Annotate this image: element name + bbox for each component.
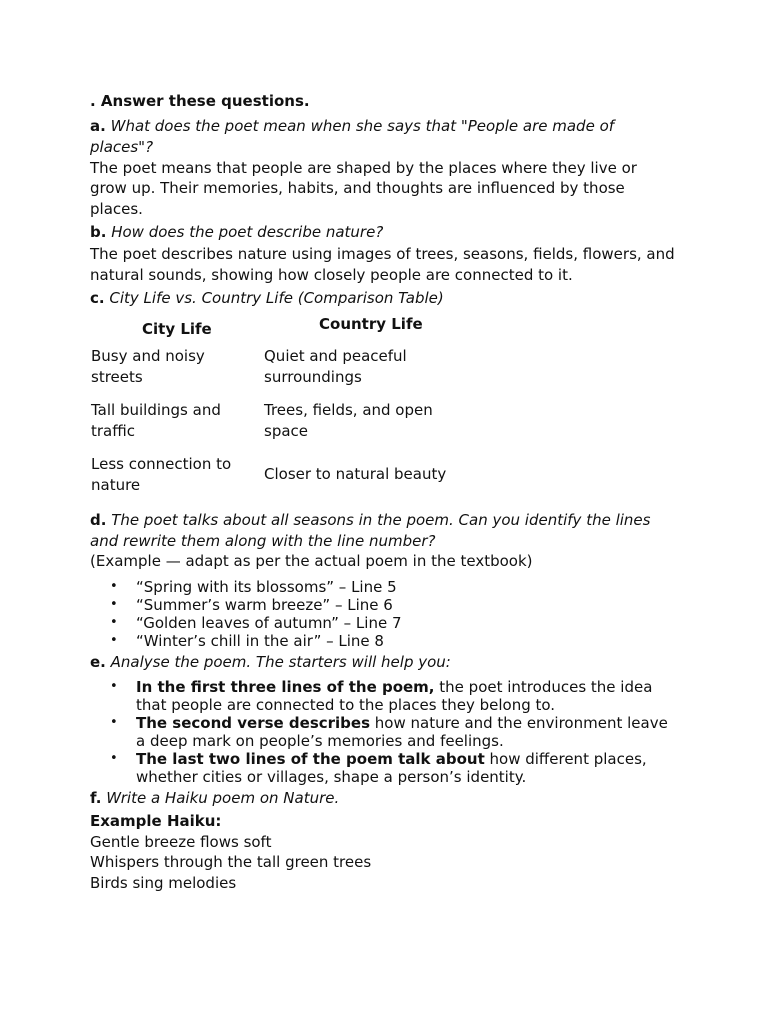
table-cell-city: traffic <box>91 422 135 440</box>
answer-b-line: natural sounds, showing how closely people are connected to it. <box>90 266 573 284</box>
answer-a-line: places. <box>90 200 143 218</box>
starter-continuation: how nature and the environment leave <box>370 714 668 732</box>
question-a <box>90 116 614 137</box>
question-d <box>90 510 650 531</box>
answer-a-line: The poet means that people are shaped by the places where they live or <box>90 159 637 177</box>
table-cell-city: Tall buildings and <box>91 401 221 419</box>
list-item: • “Spring with its blossoms” – Line 5 <box>90 578 680 596</box>
table-cell-city: streets <box>91 368 143 386</box>
list-item <box>90 750 680 786</box>
seasons-list <box>90 578 680 650</box>
starter-continuation: a deep mark on people’s memories and feelings. <box>136 732 504 750</box>
question-f-label: f. <box>90 789 102 807</box>
table-cell-city: Busy and noisy <box>91 347 205 365</box>
haiku-line: Whispers through the tall green trees <box>90 853 372 871</box>
question-e-text: Analyse the poem. The starters will help you: <box>110 653 451 671</box>
list-item <box>90 678 680 714</box>
question-b-text: How does the poet describe nature? <box>111 223 384 241</box>
starter-continuation: whether cities or villages, shape a person’s identity. <box>136 768 527 786</box>
table-cell-city: nature <box>91 476 141 494</box>
question-f-text: Write a Haiku poem on Nature. <box>106 789 340 807</box>
table-cell-city: Less connection to <box>91 455 232 473</box>
question-e <box>90 652 451 673</box>
table-row <box>91 400 251 442</box>
haiku-line: Birds sing melodies <box>90 874 237 892</box>
starter-text: The second verse describes <box>136 714 371 732</box>
table-header-city: City Life <box>142 320 212 338</box>
question-c-label: c. <box>90 289 105 307</box>
list-item: • “Summer’s warm breeze” – Line 6 <box>90 596 680 614</box>
question-c-text: City Life vs. Country Life (Comparison Table) <box>109 289 444 307</box>
starter-continuation: the poet introduces the idea <box>434 678 653 696</box>
table-header-country: Country Life <box>319 315 423 333</box>
question-a-text: What does the poet mean when she says that "People are made of <box>110 117 615 135</box>
table-row <box>264 400 484 442</box>
starter-text: The last two lines of the poem talk about <box>136 750 485 768</box>
question-d-note: (Example — adapt as per the actual poem in the textbook) <box>90 552 533 570</box>
table-row <box>91 346 251 388</box>
answer-b-line: The poet describes nature using images of trees, seasons, fields, flowers, and <box>90 245 675 263</box>
haiku-heading: Example Haiku: <box>90 812 222 830</box>
question-a-label: a. <box>90 117 106 135</box>
table-cell-country: Quiet and peaceful <box>264 347 407 365</box>
table-row <box>264 464 484 485</box>
question-a-text-cont: places"? <box>90 138 154 156</box>
question-d-text: The poet talks about all seasons in the poem. Can you identify the lines <box>111 511 651 529</box>
table-cell-country: Closer to natural beauty <box>264 465 447 483</box>
question-c <box>90 288 444 309</box>
starter-continuation: that people are connected to the places they belong to. <box>136 696 556 714</box>
question-e-label: e. <box>90 653 106 671</box>
question-f <box>90 788 339 809</box>
question-b <box>90 222 383 243</box>
analysis-list <box>90 678 680 786</box>
question-d-label: d. <box>90 511 107 529</box>
question-b-label: b. <box>90 223 107 241</box>
table-row <box>264 346 484 388</box>
list-item: • “Winter’s chill in the air” – Line 8 <box>90 632 680 650</box>
table-row <box>91 454 251 496</box>
starter-text: In the first three lines of the poem, <box>136 678 435 696</box>
list-item <box>90 714 680 750</box>
list-item: • “Golden leaves of autumn” – Line 7 <box>90 614 680 632</box>
haiku-line: Gentle breeze flows soft <box>90 833 272 851</box>
question-d-text-cont: and rewrite them along with the line number? <box>90 532 436 550</box>
table-cell-country: space <box>264 422 309 440</box>
answer-a-line: grow up. Their memories, habits, and thoughts are influenced by those <box>90 179 625 197</box>
section-heading: . Answer these questions. <box>90 92 310 110</box>
table-cell-country: surroundings <box>264 368 362 386</box>
table-cell-country: Trees, fields, and open <box>264 401 433 419</box>
starter-continuation: how different places, <box>484 750 647 768</box>
